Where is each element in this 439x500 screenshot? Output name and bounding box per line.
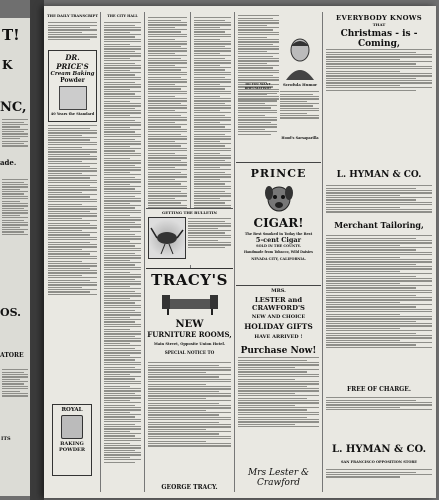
lester-sub2: HOLIDAY GIFTS [244, 322, 313, 331]
left-page-edge [0, 18, 32, 496]
dr-price-line1: DR. PRICE'S [56, 53, 89, 71]
hood-heading: Hood's Sarsaparilla [281, 136, 319, 140]
tracy-line2: FURNITURE ROOMS, [147, 330, 232, 339]
lester-mrs: MRS. [271, 288, 286, 294]
dog-illustration [264, 183, 294, 213]
tracy-furniture-ad [146, 268, 233, 495]
column-rule [322, 12, 323, 492]
royal-line3: POWDER [58, 447, 86, 453]
left-fragment-5: OS. [0, 306, 21, 319]
left-fragment-3: NC, [0, 100, 27, 115]
portrait-icon [282, 34, 318, 80]
prince-location: NEVADA CITY, CALIFORNIA. [251, 257, 306, 261]
hyman-tailoring: Merchant Tailoring, [334, 220, 424, 230]
bulletin-block [146, 208, 233, 265]
dog-head-icon [264, 183, 294, 213]
royal-line1: ROYAL [61, 407, 83, 413]
tracy-title: TRACY'S [151, 271, 228, 289]
ship-heading: DO YOU WANT RHEUMATISM? [244, 82, 272, 90]
hyman-store: L. HYMAN & CO. [336, 170, 422, 180]
tracy-special: SPECIAL NOTICE TO [164, 350, 215, 355]
lester-sub3: HAVE ARRIVED ! [254, 334, 303, 340]
prince-cigar-ad [236, 162, 321, 286]
left-text-block [2, 118, 28, 148]
column-rule [144, 12, 145, 492]
prince-title: PRINCE [250, 167, 307, 180]
lester-sub1: NEW AND CHOICE [251, 314, 306, 320]
prince-sub1: The Best Smoked in Today the Best [244, 232, 313, 236]
hyman-free: FREE OF CHARGE. [347, 386, 411, 393]
lester-purchase: Purchase Now! [240, 346, 317, 356]
left-text-block-2 [2, 178, 28, 236]
main-page [44, 6, 436, 498]
prince-cigar: CIGAR! [253, 216, 304, 230]
dr-price-ad [48, 50, 97, 122]
column2-title: THE CITY HALL [107, 14, 138, 18]
dr-price-line2: Cream Baking [50, 71, 95, 77]
hyman-line1: THAT [372, 22, 386, 27]
lester-title: LESTER and CRAWFORD'S [252, 296, 305, 312]
tracy-line1: NEW [175, 319, 204, 330]
furniture-illustration [160, 291, 220, 317]
column-rule [100, 12, 101, 492]
page-gutter [30, 0, 44, 500]
royal-baking-powder-ad [52, 404, 92, 476]
column-5 [236, 12, 321, 494]
hyman-christmas: Christmas - is - Coming, [340, 29, 418, 49]
column-6 [324, 12, 434, 494]
column-rule [234, 12, 235, 492]
prince-handmade: Handmade from Tobacco, Wild Daisies [244, 250, 313, 254]
lester-signature: Mrs Lester & Crawford [247, 468, 310, 488]
royal-line2: BAKING [60, 441, 84, 447]
lester-crawford-ad [236, 286, 321, 494]
bulletin-illustration [148, 217, 186, 259]
column-2 [102, 12, 143, 494]
left-text-block-3 [2, 368, 28, 398]
left-fragment-1: T! [2, 26, 20, 44]
bird-illustration-icon [149, 218, 185, 258]
dr-price-line3: Powder [60, 77, 85, 84]
tracy-address: Main Street, Opposite Union Hotel. [153, 342, 226, 346]
royal-can-image [61, 415, 83, 439]
bulletin-heading: GETTING THE BULLETIN [162, 210, 217, 215]
hyman-footer: SAN FRANCISCO OPPOSITION STORE [341, 460, 417, 464]
baking-powder-can-image [59, 86, 87, 110]
tracy-signature: GEORGE TRACY. [161, 484, 218, 491]
hyman-store-2: L. HYMAN & CO. [331, 444, 427, 455]
sofa-icon [160, 291, 220, 317]
masthead-title: THE DAILY TRANSCRIPT [47, 14, 98, 18]
hyman-banner: EVERYBODY KNOWS [336, 14, 422, 22]
left-fragment-6: ATORE [0, 352, 24, 359]
column-1 [46, 12, 99, 494]
portrait-illustration [282, 34, 318, 80]
left-fragment-4: ade. [0, 158, 17, 167]
prince-sub3: SOLD IN THE COUNTY. [256, 244, 301, 248]
scrofula-heading: Scrofula Humor [282, 82, 318, 87]
dr-price-tagline: 40 Years the Standard [50, 112, 95, 116]
left-fragment-2: K [2, 58, 13, 72]
prince-sub2: 5-cent Cigar [255, 236, 302, 244]
left-fragment-7: ITS [1, 436, 11, 442]
